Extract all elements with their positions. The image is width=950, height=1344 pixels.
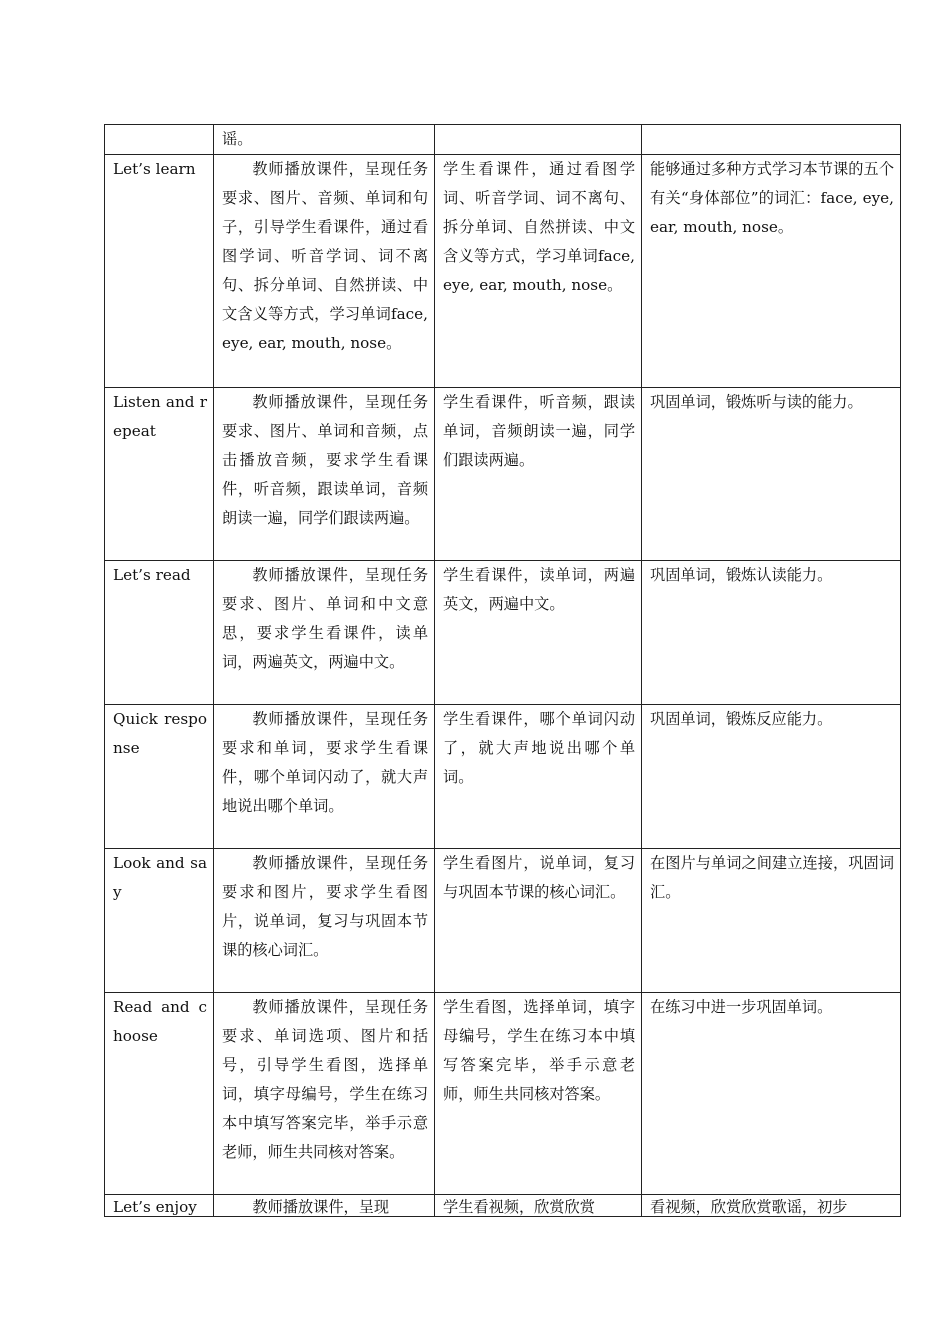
- student-activity-cell: 学生看课件，通过看图学词、听音学词、词不离句、拆分单词、自然拼读、中文含义等方式，学习单词face, eye, ear, mouth, nose。: [435, 155, 642, 388]
- activity-cell: [105, 1195, 214, 1217]
- table-row-look-and-say: [105, 849, 901, 993]
- activity-cell: [105, 125, 214, 155]
- teacher-activity-text: 教师播放课件，呈现任务要求和单词，要求学生看课件，哪个单词闪动了，就大声地说出哪个单词。: [222, 710, 428, 815]
- table-row-lets-learn: [105, 155, 901, 388]
- student-activity-cell: [435, 125, 642, 155]
- teacher-activity-text: 教师播放课件，呈现任务要求、单词选项、图片和括号，引导学生看图，选择单词，填字母编号，学生在练习本中填写答案完毕，举手示意老师，师生共同核对答案。: [222, 998, 428, 1161]
- table-row-read-and-choose: [105, 993, 901, 1195]
- purpose-cell: 能够通过多种方式学习本节课的五个有关“身体部位”的词汇：face, eye, ear, mouth, nose。: [642, 155, 901, 388]
- teacher-activity-text: 谣。: [222, 130, 253, 148]
- activity-cell: Let’s read: [105, 561, 214, 705]
- purpose-text: 看视频，欣赏欣赏歌谣，初步: [650, 1198, 848, 1216]
- purpose-cell: 巩固单词，锻炼听与读的能力。: [642, 388, 901, 561]
- student-activity-cell: 学生看课件，读单词，两遍英文，两遍中文。: [435, 561, 642, 705]
- table-row-quick-response: [105, 705, 901, 849]
- teacher-activity-text: 教师播放课件，呈现: [252, 1198, 390, 1216]
- table-row-continuation: [105, 125, 901, 155]
- activity-cell: Look and say: [105, 849, 214, 993]
- activity-cell: Listen and repeat: [105, 388, 214, 561]
- teacher-activity-text: 教师播放课件，呈现任务要求、图片、单词和音频，点击播放音频，要求学生看课件，听音频，跟读单词，音频朗读一遍，同学们跟读两遍。: [222, 393, 428, 527]
- activity-cell: Let’s learn: [105, 155, 214, 388]
- purpose-cell: [642, 125, 901, 155]
- student-activity-text: 学生看视频，欣赏欣赏: [443, 1198, 595, 1216]
- purpose-cell: 在图片与单词之间建立连接，巩固词汇。: [642, 849, 901, 993]
- student-activity-cell: 学生看课件，哪个单词闪动了，就大声地说出哪个单词。: [435, 705, 642, 849]
- teacher-activity-text: 教师播放课件，呈现任务要求和图片，要求学生看图片，说单词，复习与巩固本节课的核心词汇。: [222, 854, 428, 959]
- teacher-activity-cell: [214, 125, 435, 155]
- teacher-activity-cell: [214, 155, 435, 388]
- teacher-activity-text: 教师播放课件，呈现任务要求、图片、音频、单词和句子，引导学生看课件，通过看图学词、听音学词、词不离句、拆分单词、自然拼读、中文含义等方式，学习单词face, eye, ear, mouth, nose。: [222, 160, 428, 352]
- teacher-activity-cell: [214, 388, 435, 561]
- purpose-cell: [642, 1195, 901, 1217]
- purpose-cell: 巩固单词，锻炼认读能力。: [642, 561, 901, 705]
- student-activity-cell: 学生看课件，听音频，跟读单词，音频朗读一遍，同学们跟读两遍。: [435, 388, 642, 561]
- purpose-cell: 巩固单词，锻炼反应能力。: [642, 705, 901, 849]
- table-row-lets-enjoy: [105, 1195, 901, 1217]
- student-activity-cell: 学生看图片，说单词，复习与巩固本节课的核心词汇。: [435, 849, 642, 993]
- student-activity-cell: 学生看图，选择单词，填字母编号，学生在练习本中填写答案完毕，举手示意老师，师生共同核对答案。: [435, 993, 642, 1195]
- table-row-lets-read: [105, 561, 901, 705]
- purpose-cell: 在练习中进一步巩固单词。: [642, 993, 901, 1195]
- activity-cell: Read and choose: [105, 993, 214, 1195]
- activity-text: Let’s enjoy: [113, 1198, 197, 1216]
- teacher-activity-cell: [214, 705, 435, 849]
- table-row-listen-and-repeat: [105, 388, 901, 561]
- teacher-activity-cell: [214, 1195, 435, 1217]
- lesson-plan-table: [104, 124, 901, 1217]
- teacher-activity-text: 教师播放课件，呈现任务要求、图片、单词和中文意思，要求学生看课件，读单词，两遍英文，两遍中文。: [222, 566, 428, 671]
- teacher-activity-cell: [214, 561, 435, 705]
- student-activity-cell: [435, 1195, 642, 1217]
- activity-cell: Quick response: [105, 705, 214, 849]
- teacher-activity-cell: [214, 993, 435, 1195]
- teacher-activity-cell: [214, 849, 435, 993]
